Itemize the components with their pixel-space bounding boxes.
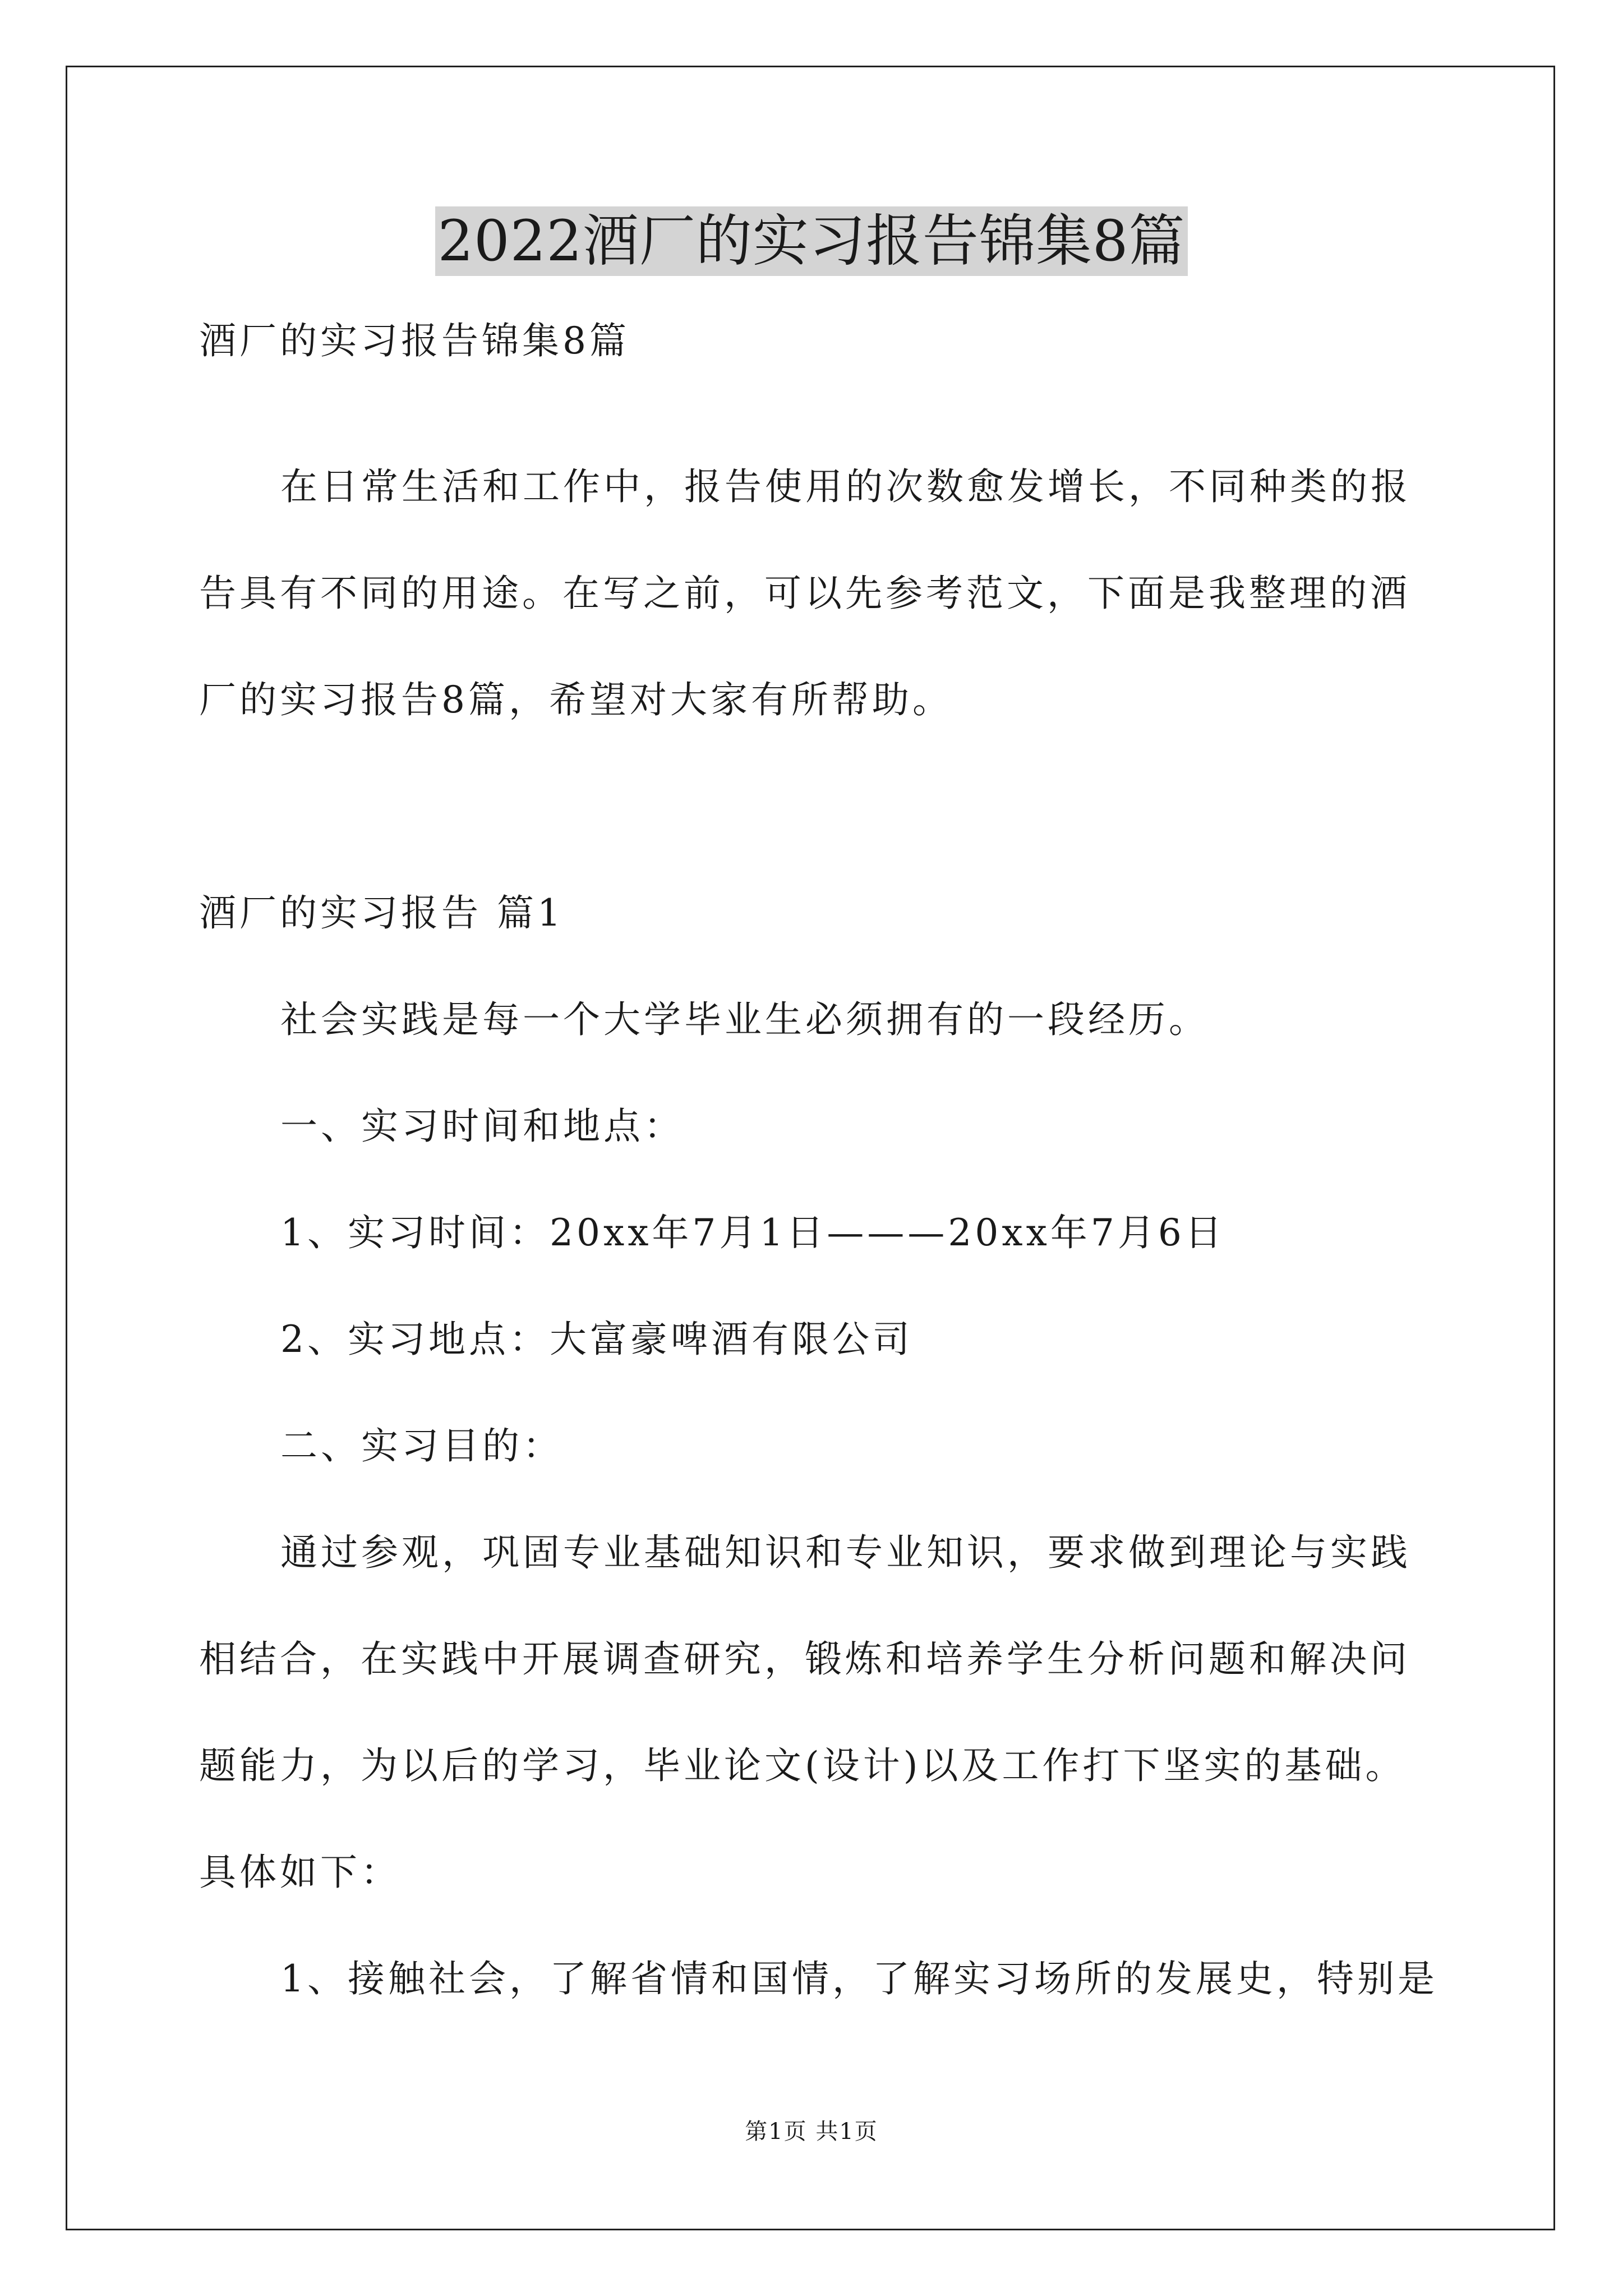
paragraph-line: 具体如下： [199,1851,401,1894]
subheading-time-place: 一、实习时间和地点： [280,1105,684,1148]
subtitle-line: 酒厂的实习报告锦集8篇 [199,319,630,362]
paragraph-line: 题能力，为以后的学习，毕业论文(设计)以及工作打下坚实的基础。 [199,1744,1406,1787]
section-heading: 酒厂的实习报告 篇1 [199,891,564,935]
paragraph-line: 通过参观，巩固专业基础知识和专业知识，要求做到理论与实践 [280,1531,1411,1574]
intro-line-2: 告具有不同的用途。在写之前，可以先参考范文，下面是我整理的酒 [199,572,1410,615]
subheading-purpose: 二、实习目的： [280,1424,563,1467]
paragraph-line: 2、实习地点：大富豪啤酒有限公司 [280,1318,913,1361]
paragraph-line: 1、接触社会，了解省情和国情，了解实习场所的发展史，特别是 [280,1957,1438,2000]
intro-line-1: 在日常生活和工作中，报告使用的次数愈发增长，不同种类的报 [280,465,1411,508]
paragraph-line: 1、实习时间：20xx年7月1日———20xx年7月6日 [280,1211,1225,1254]
page-footer: 第1页 共1页 [745,2119,878,2145]
document-title: 2022酒厂的实习报告锦集8篇 [435,206,1187,276]
paragraph-line: 社会实践是每一个大学毕业生必须拥有的一段经历。 [280,998,1209,1041]
title-container [0,206,1623,276]
paragraph-line: 相结合，在实践中开展调查研究，锻炼和培养学生分析问题和解决问 [199,1637,1410,1681]
intro-line-3: 厂的实习报告8篇，希望对大家有所帮助。 [199,678,953,721]
